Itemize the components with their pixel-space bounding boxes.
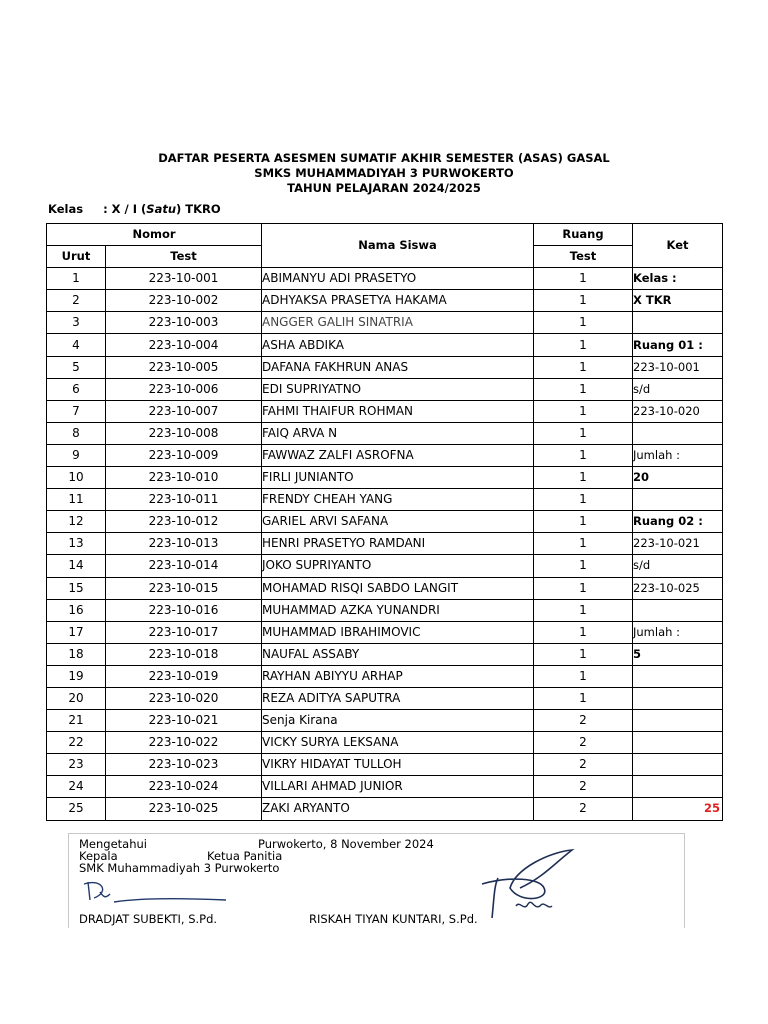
row-nama: HENRI PRASETYO RAMDANI (262, 533, 534, 555)
row-ruang: 1 (534, 378, 633, 400)
document-title-line-2: SMKS MUHAMMADIYAH 3 PURWOKERTO (254, 166, 514, 180)
total-count: 25 (703, 801, 720, 816)
table-row (47, 356, 723, 378)
table-row (47, 665, 723, 687)
row-ruang: 1 (534, 665, 633, 687)
row-ruang: 2 (534, 710, 633, 732)
row-test: 223-10-020 (106, 687, 262, 709)
row-ruang: 1 (534, 444, 633, 466)
row-test: 223-10-013 (106, 533, 262, 555)
row-nama: FRENDY CHEAH YANG (262, 489, 534, 511)
row-nama: VICKY SURYA LEKSANA (262, 732, 534, 754)
row-nama: ADHYAKSA PRASETYA HAKAMA (262, 290, 534, 312)
row-nama: MOHAMAD RISQI SABDO LANGIT (262, 577, 534, 599)
table-row (47, 334, 723, 356)
row-nama: VILLARI AHMAD JUNIOR (262, 776, 534, 798)
row-ket: s/d (633, 378, 723, 400)
row-urut: 17 (47, 621, 106, 643)
row-ket: s/d (633, 555, 723, 577)
row-test: 223-10-011 (106, 489, 262, 511)
row-nama: NAUFAL ASSABY (262, 643, 534, 665)
row-ruang: 1 (534, 400, 633, 422)
row-urut: 2 (47, 290, 106, 312)
table-row (47, 444, 723, 466)
row-test: 223-10-016 (106, 599, 262, 621)
row-nama: JOKO SUPRIYANTO (262, 555, 534, 577)
table-row (47, 290, 723, 312)
row-nama: FAWWAZ ZALFI ASROFNA (262, 444, 534, 466)
row-urut: 10 (47, 467, 106, 489)
row-nama: FIRLI JUNIANTO (262, 467, 534, 489)
row-test: 223-10-024 (106, 776, 262, 798)
row-ket (633, 732, 723, 754)
row-test: 223-10-005 (106, 356, 262, 378)
table-row (47, 555, 723, 577)
row-ket: 20 (633, 467, 723, 489)
table-row (47, 312, 723, 334)
row-nama: Senja Kirana (262, 710, 534, 732)
row-ruang: 1 (534, 489, 633, 511)
row-urut: 8 (47, 422, 106, 444)
row-ket: Ruang 02 : (633, 511, 723, 533)
row-urut: 4 (47, 334, 106, 356)
document-title-line-3: TAHUN PELAJARAN 2024/2025 (287, 181, 481, 195)
class-value-italic: Satu (146, 202, 177, 216)
row-test: 223-10-018 (106, 643, 262, 665)
row-ket (633, 754, 723, 776)
row-ket: Jumlah : (633, 621, 723, 643)
row-ket (633, 776, 723, 798)
table-row (47, 621, 723, 643)
row-test: 223-10-017 (106, 621, 262, 643)
row-urut: 14 (47, 555, 106, 577)
row-test: 223-10-014 (106, 555, 262, 577)
table-row (47, 533, 723, 555)
row-ket: 223-10-001 (633, 356, 723, 378)
row-test: 223-10-025 (106, 798, 262, 820)
school-name: SMK Muhammadiyah 3 Purwokerto (79, 861, 280, 875)
row-nama: ANGGER GALIH SINATRIA (262, 312, 534, 334)
row-urut: 18 (47, 643, 106, 665)
kepala-name: DRADJAT SUBEKTI, S.Pd. (79, 912, 218, 926)
row-urut: 23 (47, 754, 106, 776)
row-nama: FAHMI THAIFUR ROHMAN (262, 400, 534, 422)
row-ruang: 1 (534, 290, 633, 312)
place-date: Purwokerto, 8 November 2024 (258, 837, 434, 851)
row-ruang: 1 (534, 533, 633, 555)
header-urut: Urut (47, 246, 106, 268)
row-ruang: 1 (534, 467, 633, 489)
row-test: 223-10-019 (106, 665, 262, 687)
mengetahui-label: Mengetahui (79, 837, 147, 851)
class-info (48, 202, 221, 216)
row-test: 223-10-021 (106, 710, 262, 732)
row-urut: 3 (47, 312, 106, 334)
row-urut: 12 (47, 511, 106, 533)
row-urut: 13 (47, 533, 106, 555)
row-ruang: 2 (534, 798, 633, 820)
ketua-panitia-name: RISKAH TIYAN KUNTARI, S.Pd. (309, 912, 478, 926)
table-row (47, 467, 723, 489)
row-nama: MUHAMMAD IBRAHIMOVIC (262, 621, 534, 643)
row-test: 223-10-003 (106, 312, 262, 334)
row-ruang: 2 (534, 732, 633, 754)
row-ket (633, 489, 723, 511)
table-row (47, 754, 723, 776)
row-ruang: 1 (534, 687, 633, 709)
table-row (47, 687, 723, 709)
row-ket (633, 422, 723, 444)
header-nomor: Nomor (47, 224, 262, 246)
row-test: 223-10-010 (106, 467, 262, 489)
row-urut: 6 (47, 378, 106, 400)
row-ruang: 1 (534, 422, 633, 444)
table-row (47, 422, 723, 444)
row-ket: X TKR (633, 290, 723, 312)
row-ket: 223-10-025 (633, 577, 723, 599)
row-ket (633, 599, 723, 621)
table-row (47, 643, 723, 665)
row-ruang: 1 (534, 599, 633, 621)
row-ruang: 1 (534, 268, 633, 290)
row-ruang: 1 (534, 334, 633, 356)
row-nama: ZAKI ARYANTO (262, 798, 534, 820)
row-ket: 223-10-021 (633, 533, 723, 555)
row-ket (633, 798, 723, 820)
row-ket: 223-10-020 (633, 400, 723, 422)
row-ruang: 2 (534, 754, 633, 776)
row-urut: 7 (47, 400, 106, 422)
row-ruang: 1 (534, 643, 633, 665)
header-nama-siswa: Nama Siswa (262, 224, 534, 268)
row-urut: 11 (47, 489, 106, 511)
row-urut: 1 (47, 268, 106, 290)
table-row (47, 732, 723, 754)
row-test: 223-10-012 (106, 511, 262, 533)
row-ruang: 1 (534, 621, 633, 643)
row-urut: 5 (47, 356, 106, 378)
row-ruang: 1 (534, 356, 633, 378)
row-ruang: 1 (534, 555, 633, 577)
header-ruang: Ruang (534, 224, 633, 246)
participant-rows (47, 268, 723, 820)
row-test: 223-10-008 (106, 422, 262, 444)
ketua-panitia-label: Ketua Panitia (207, 849, 283, 863)
row-test: 223-10-001 (106, 268, 262, 290)
row-test: 223-10-004 (106, 334, 262, 356)
table-row (47, 577, 723, 599)
row-ket (633, 665, 723, 687)
row-ket (633, 312, 723, 334)
row-nama: DAFANA FAKHRUN ANAS (262, 356, 534, 378)
row-urut: 22 (47, 732, 106, 754)
row-urut: 21 (47, 710, 106, 732)
row-test: 223-10-002 (106, 290, 262, 312)
table-row (47, 268, 723, 290)
table-row (47, 378, 723, 400)
class-value-suffix: ) TKRO (176, 202, 221, 216)
table-row (47, 798, 723, 820)
row-ket: Jumlah : (633, 444, 723, 466)
row-urut: 16 (47, 599, 106, 621)
header-ruang-test: Test (534, 246, 633, 268)
header-test: Test (106, 246, 262, 268)
row-ket: Ruang 01 : (633, 334, 723, 356)
row-test: 223-10-009 (106, 444, 262, 466)
document-title-line-1: DAFTAR PESERTA ASESMEN SUMATIF AKHIR SEMESTER (ASAS) GASAL (158, 151, 610, 165)
table-row (47, 489, 723, 511)
row-ket: 5 (633, 643, 723, 665)
row-ruang: 2 (534, 776, 633, 798)
row-test: 223-10-006 (106, 378, 262, 400)
row-nama: EDI SUPRIYATNO (262, 378, 534, 400)
row-nama: RAYHAN ABIYYU ARHAP (262, 665, 534, 687)
table-row (47, 400, 723, 422)
row-ruang: 1 (534, 577, 633, 599)
row-test: 223-10-007 (106, 400, 262, 422)
row-urut: 9 (47, 444, 106, 466)
row-nama: VIKRY HIDAYAT TULLOH (262, 754, 534, 776)
row-nama: ABIMANYU ADI PRASETYO (262, 268, 534, 290)
row-nama: MUHAMMAD AZKA YUNANDRI (262, 599, 534, 621)
table-row (47, 599, 723, 621)
participant-table (46, 223, 723, 821)
row-ket (633, 687, 723, 709)
row-ruang: 1 (534, 312, 633, 334)
row-urut: 19 (47, 665, 106, 687)
row-urut: 25 (47, 798, 106, 820)
header-ket: Ket (633, 224, 723, 268)
kepala-label: Kepala (79, 849, 118, 863)
kepala-signature (80, 876, 230, 914)
row-test: 223-10-023 (106, 754, 262, 776)
row-ket (633, 710, 723, 732)
ketua-signature (480, 848, 580, 920)
table-row (47, 710, 723, 732)
row-nama: ASHA ABDIKA (262, 334, 534, 356)
table-row (47, 511, 723, 533)
row-urut: 15 (47, 577, 106, 599)
row-nama: FAIQ ARVA N (262, 422, 534, 444)
row-urut: 20 (47, 687, 106, 709)
class-value-prefix: : X / I ( (83, 202, 147, 216)
row-nama: GARIEL ARVI SAFANA (262, 511, 534, 533)
row-test: 223-10-022 (106, 732, 262, 754)
row-test: 223-10-015 (106, 577, 262, 599)
class-label: Kelas (48, 202, 84, 216)
row-nama: REZA ADITYA SAPUTRA (262, 687, 534, 709)
row-urut: 24 (47, 776, 106, 798)
row-ruang: 1 (534, 511, 633, 533)
table-row (47, 776, 723, 798)
row-ket: Kelas : (633, 268, 723, 290)
